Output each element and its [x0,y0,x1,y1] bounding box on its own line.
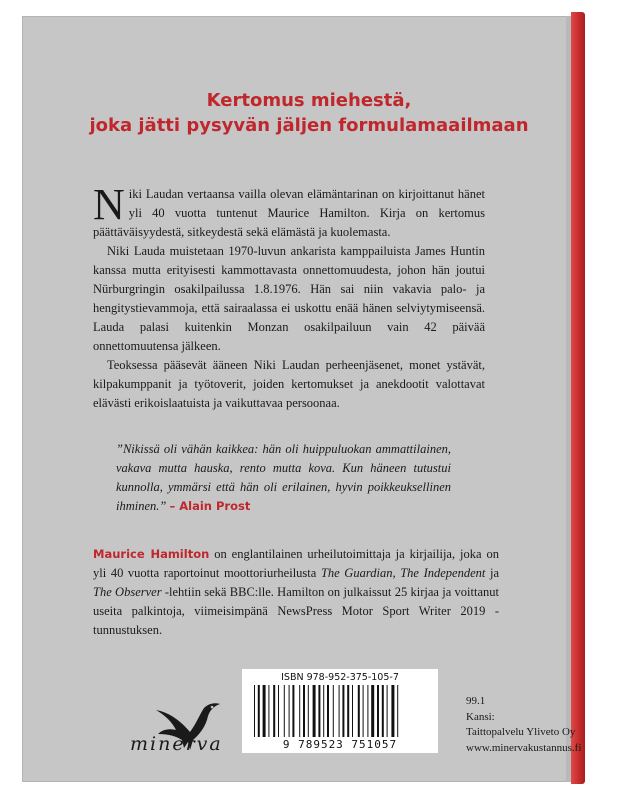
headline-line-2: joka jätti pysyvän jäljen formulamaailmaan [89,115,529,136]
blurb-paragraph-2: Niki Lauda muistetaan 1970-luvun ankarista kamppailuista James Huntin kanssa mutta erityisesti kammottavasta onnettomuudesta, johon hän joutui Nürburgringin osakilpailussa 1.8.1976. Hän sai niin vakavia palo- ja hengitystievammoja, että sairaalassa ei uskottu enää hänen selviytymiseensä. Lauda palasi kuitenkin Monzan osakilpailuun vain 42 päivää onnettomuutensa jälkeen. [93,244,485,353]
author-sep-1: , [392,566,401,580]
author-name: Maurice Hamilton [93,547,210,561]
barcode [242,669,438,753]
blurb [93,180,485,413]
publication-observer: The Observer [93,585,162,599]
publication-guardian: The Guardian [320,566,393,580]
blurb-paragraph-1 [93,180,485,242]
quote-text: ”Nikissä oli vähän kaikkea: hän oli huippuluokan ammattilainen, vakava mutta hauska, rento mutta kova. Kun häneen tutustui kunnolla, ymmärsi että hän oli erilainen, hyvin poikkeuksellinen ihminen.” [116,442,451,513]
barcode-bars [254,685,426,737]
author-sep-2: ja [485,566,500,580]
credits [466,694,581,756]
blurb-paragraph-1-text: iki Laudan vertaansa vailla olevan elämäntarinan on kirjoittanut hänet yli 40 vuotta tuntenut Maurice Hamilton. Kirja on kertomus päättäväisyydestä, sitkeydestä sekä elämästä ja kuolemasta. [93,187,485,239]
classification-code: 99.1 [466,695,486,707]
publication-independent: The Independent [400,566,486,580]
headline-line-1: Kertomus miehestä, [206,90,412,111]
cover-designer: Taittopalvelu Yliveto Oy [466,726,576,738]
headline [40,88,578,138]
cover-label: Kansi: [466,710,495,723]
barcode-digits: 9 789523 751057 [282,738,398,751]
author-bio [93,545,499,640]
author-bio-text-a: on englantilainen urheilutoimittaja ja kirjailija, joka on yli 40 vuotta raportoinut moottoriurheilusta [93,547,499,580]
publisher-website: www.minervakustannus.fi [466,741,582,754]
isbn-label: ISBN 978-952-375-105-7 [281,672,399,683]
drop-cap: N [93,180,125,229]
publisher-logo-word: minerva [130,733,223,755]
author-bio-text-b: -lehtiin sekä BBC:lle. Hamilton on julkaissut 25 kirjaa ja voittanut useita palkintoja, viimeisimpänä NewsPress Motor Sport Writer 2019 -tunnustuksen. [93,585,499,637]
blurb-paragraph-3: Teoksessa pääsevät ääneen Niki Laudan perheenjäsenet, monet ystävät, kilpakumppanit ja työtoverit, joiden kertomukset ja anekdootit valottavat elävästi erikoislaatuista ja vaikuttavaa persoonaa. [93,358,485,410]
quote-attribution: – Alain Prost [169,499,251,513]
pull-quote [116,440,451,516]
